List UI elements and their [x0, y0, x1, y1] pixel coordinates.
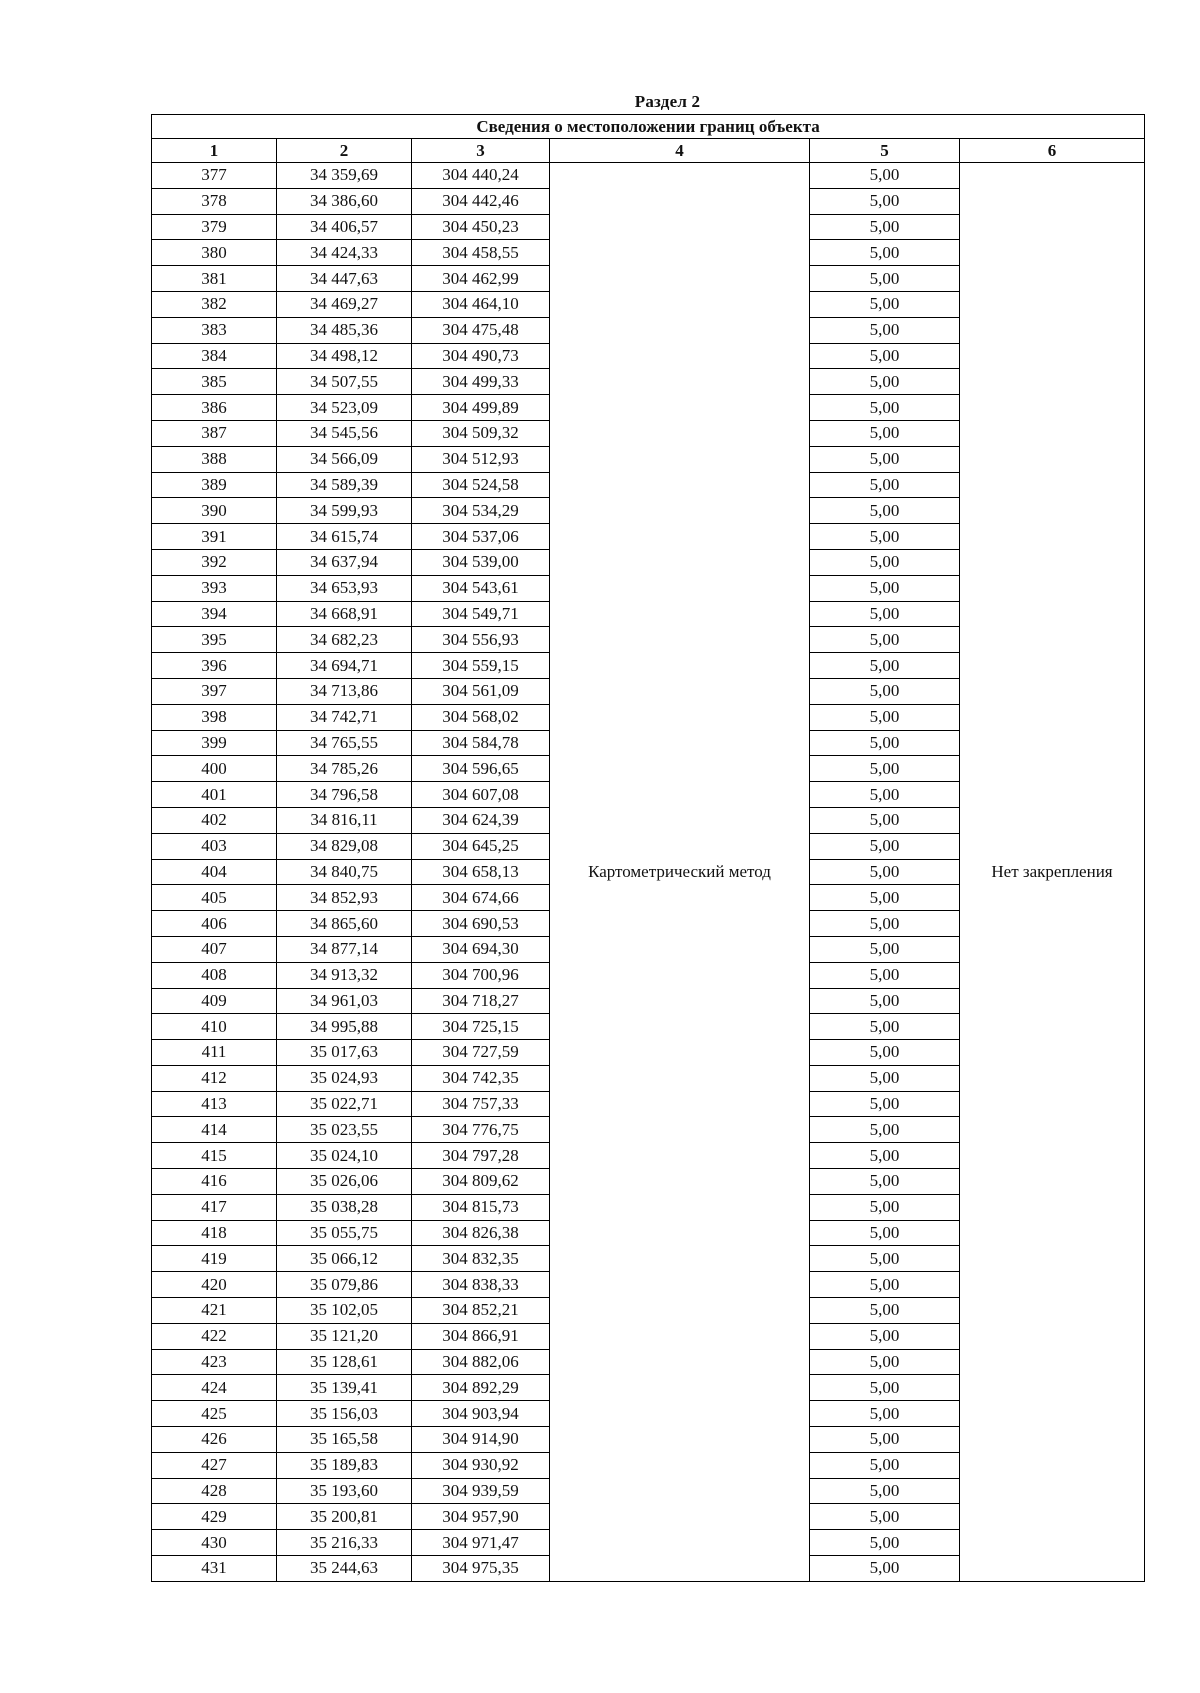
coordinate-y-cell: 304 690,53 — [412, 911, 550, 937]
coordinate-x-cell: 34 406,57 — [277, 214, 412, 240]
coordinate-y-cell: 304 742,35 — [412, 1065, 550, 1091]
accuracy-cell: 5,00 — [810, 343, 960, 369]
coordinate-x-cell: 35 022,71 — [277, 1091, 412, 1117]
coordinate-x-cell: 34 589,39 — [277, 472, 412, 498]
coordinate-x-cell: 35 139,41 — [277, 1375, 412, 1401]
accuracy-cell: 5,00 — [810, 678, 960, 704]
coordinate-y-cell: 304 537,06 — [412, 524, 550, 550]
point-number-cell: 413 — [152, 1091, 277, 1117]
point-number-cell: 425 — [152, 1401, 277, 1427]
coordinate-x-cell: 34 694,71 — [277, 653, 412, 679]
point-number-cell: 394 — [152, 601, 277, 627]
coordinate-y-cell: 304 939,59 — [412, 1478, 550, 1504]
accuracy-cell: 5,00 — [810, 498, 960, 524]
point-number-cell: 381 — [152, 266, 277, 292]
coordinate-y-cell: 304 971,47 — [412, 1530, 550, 1556]
accuracy-cell: 5,00 — [810, 240, 960, 266]
coordinate-x-cell: 35 024,93 — [277, 1065, 412, 1091]
coordinate-x-cell: 35 128,61 — [277, 1349, 412, 1375]
accuracy-cell: 5,00 — [810, 1556, 960, 1582]
point-number-cell: 421 — [152, 1298, 277, 1324]
coordinate-y-cell: 304 826,38 — [412, 1220, 550, 1246]
coordinate-y-cell: 304 815,73 — [412, 1194, 550, 1220]
point-number-cell: 403 — [152, 833, 277, 859]
coordinate-y-cell: 304 442,46 — [412, 188, 550, 214]
point-number-cell: 427 — [152, 1452, 277, 1478]
accuracy-cell: 5,00 — [810, 653, 960, 679]
point-number-cell: 429 — [152, 1504, 277, 1530]
coordinate-y-cell: 304 852,21 — [412, 1298, 550, 1324]
coordinate-x-cell: 35 023,55 — [277, 1117, 412, 1143]
coordinate-y-cell: 304 797,28 — [412, 1143, 550, 1169]
coordinate-x-cell: 34 913,32 — [277, 962, 412, 988]
accuracy-cell: 5,00 — [810, 317, 960, 343]
point-number-cell: 396 — [152, 653, 277, 679]
point-number-cell: 384 — [152, 343, 277, 369]
coordinate-y-cell: 304 475,48 — [412, 317, 550, 343]
accuracy-cell: 5,00 — [810, 575, 960, 601]
point-number-cell: 390 — [152, 498, 277, 524]
accuracy-cell: 5,00 — [810, 188, 960, 214]
point-number-cell: 417 — [152, 1194, 277, 1220]
point-number-cell: 383 — [152, 317, 277, 343]
coordinate-y-cell: 304 534,29 — [412, 498, 550, 524]
accuracy-cell: 5,00 — [810, 1220, 960, 1246]
accuracy-cell: 5,00 — [810, 1117, 960, 1143]
point-number-cell: 410 — [152, 1014, 277, 1040]
point-number-cell: 409 — [152, 988, 277, 1014]
column-header: 4 — [550, 139, 810, 163]
point-number-cell: 416 — [152, 1169, 277, 1195]
point-number-cell: 422 — [152, 1323, 277, 1349]
table-title: Сведения о местоположении границ объекта — [152, 115, 1145, 139]
coordinate-y-cell: 304 694,30 — [412, 936, 550, 962]
coordinate-x-cell: 35 121,20 — [277, 1323, 412, 1349]
coordinate-y-cell: 304 882,06 — [412, 1349, 550, 1375]
accuracy-cell: 5,00 — [810, 1504, 960, 1530]
coordinate-x-cell: 34 765,55 — [277, 730, 412, 756]
coordinate-x-cell: 34 713,86 — [277, 678, 412, 704]
table-body — [152, 163, 1145, 1582]
accuracy-cell: 5,00 — [810, 1014, 960, 1040]
accuracy-cell: 5,00 — [810, 472, 960, 498]
accuracy-cell: 5,00 — [810, 1065, 960, 1091]
point-number-cell: 401 — [152, 782, 277, 808]
accuracy-cell: 5,00 — [810, 1194, 960, 1220]
coordinate-y-cell: 304 556,93 — [412, 627, 550, 653]
accuracy-cell: 5,00 — [810, 163, 960, 189]
column-header: 1 — [152, 139, 277, 163]
coordinate-x-cell: 35 165,58 — [277, 1427, 412, 1453]
coordinate-x-cell: 34 829,08 — [277, 833, 412, 859]
coordinate-x-cell: 35 026,06 — [277, 1169, 412, 1195]
coordinate-y-cell: 304 596,65 — [412, 756, 550, 782]
accuracy-cell: 5,00 — [810, 756, 960, 782]
coordinate-y-cell: 304 809,62 — [412, 1169, 550, 1195]
coordinate-x-cell: 34 668,91 — [277, 601, 412, 627]
point-number-cell: 385 — [152, 369, 277, 395]
point-number-cell: 380 — [152, 240, 277, 266]
accuracy-cell: 5,00 — [810, 627, 960, 653]
coordinate-x-cell: 35 193,60 — [277, 1478, 412, 1504]
coordinate-x-cell: 35 244,63 — [277, 1556, 412, 1582]
accuracy-cell: 5,00 — [810, 395, 960, 421]
coordinate-y-cell: 304 524,58 — [412, 472, 550, 498]
point-number-cell: 400 — [152, 756, 277, 782]
coordinate-x-cell: 35 055,75 — [277, 1220, 412, 1246]
accuracy-cell: 5,00 — [810, 601, 960, 627]
accuracy-cell: 5,00 — [810, 833, 960, 859]
point-number-cell: 419 — [152, 1246, 277, 1272]
accuracy-cell: 5,00 — [810, 214, 960, 240]
point-number-cell: 414 — [152, 1117, 277, 1143]
coordinate-y-cell: 304 458,55 — [412, 240, 550, 266]
point-number-cell: 426 — [152, 1427, 277, 1453]
point-number-cell: 399 — [152, 730, 277, 756]
accuracy-cell: 5,00 — [810, 807, 960, 833]
point-number-cell: 420 — [152, 1272, 277, 1298]
coordinate-y-cell: 304 462,99 — [412, 266, 550, 292]
point-number-cell: 393 — [152, 575, 277, 601]
accuracy-cell: 5,00 — [810, 988, 960, 1014]
coordinate-y-cell: 304 700,96 — [412, 962, 550, 988]
coordinate-y-cell: 304 561,09 — [412, 678, 550, 704]
coordinate-x-cell: 34 359,69 — [277, 163, 412, 189]
fixing-cell: Нет закрепления — [960, 163, 1145, 1582]
point-number-cell: 404 — [152, 859, 277, 885]
accuracy-cell: 5,00 — [810, 266, 960, 292]
accuracy-cell: 5,00 — [810, 1401, 960, 1427]
accuracy-cell: 5,00 — [810, 1530, 960, 1556]
coordinate-y-cell: 304 727,59 — [412, 1040, 550, 1066]
accuracy-cell: 5,00 — [810, 1349, 960, 1375]
coordinate-x-cell: 34 995,88 — [277, 1014, 412, 1040]
coordinate-x-cell: 34 961,03 — [277, 988, 412, 1014]
coordinate-x-cell: 34 653,93 — [277, 575, 412, 601]
coordinate-x-cell: 35 017,63 — [277, 1040, 412, 1066]
point-number-cell: 382 — [152, 291, 277, 317]
coordinate-x-cell: 35 038,28 — [277, 1194, 412, 1220]
point-number-cell: 389 — [152, 472, 277, 498]
column-header: 6 — [960, 139, 1145, 163]
point-number-cell: 398 — [152, 704, 277, 730]
coordinate-y-cell: 304 499,89 — [412, 395, 550, 421]
coordinate-y-cell: 304 914,90 — [412, 1427, 550, 1453]
coordinate-y-cell: 304 866,91 — [412, 1323, 550, 1349]
coordinate-x-cell: 35 024,10 — [277, 1143, 412, 1169]
accuracy-cell: 5,00 — [810, 1375, 960, 1401]
column-header: 3 — [412, 139, 550, 163]
coordinate-y-cell: 304 930,92 — [412, 1452, 550, 1478]
coordinate-x-cell: 34 498,12 — [277, 343, 412, 369]
accuracy-cell: 5,00 — [810, 911, 960, 937]
coordinate-y-cell: 304 645,25 — [412, 833, 550, 859]
coordinate-x-cell: 35 102,05 — [277, 1298, 412, 1324]
method-cell: Картометрический метод — [550, 163, 810, 1582]
coordinate-y-cell: 304 509,32 — [412, 420, 550, 446]
coordinate-x-cell: 34 840,75 — [277, 859, 412, 885]
accuracy-cell: 5,00 — [810, 859, 960, 885]
point-number-cell: 388 — [152, 446, 277, 472]
point-number-cell: 391 — [152, 524, 277, 550]
point-number-cell: 430 — [152, 1530, 277, 1556]
coordinate-x-cell: 34 796,58 — [277, 782, 412, 808]
column-header: 2 — [277, 139, 412, 163]
coordinate-x-cell: 34 424,33 — [277, 240, 412, 266]
point-number-cell: 402 — [152, 807, 277, 833]
coordinate-x-cell: 34 615,74 — [277, 524, 412, 550]
point-number-cell: 412 — [152, 1065, 277, 1091]
coordinate-x-cell: 35 066,12 — [277, 1246, 412, 1272]
accuracy-cell: 5,00 — [810, 936, 960, 962]
coordinate-y-cell: 304 658,13 — [412, 859, 550, 885]
accuracy-cell: 5,00 — [810, 704, 960, 730]
coordinate-x-cell: 34 852,93 — [277, 885, 412, 911]
coordinate-y-cell: 304 543,61 — [412, 575, 550, 601]
accuracy-cell: 5,00 — [810, 1040, 960, 1066]
coordinate-x-cell: 34 865,60 — [277, 911, 412, 937]
coordinate-x-cell: 34 637,94 — [277, 549, 412, 575]
coordinate-y-cell: 304 559,15 — [412, 653, 550, 679]
accuracy-cell: 5,00 — [810, 962, 960, 988]
coordinate-y-cell: 304 607,08 — [412, 782, 550, 808]
point-number-cell: 406 — [152, 911, 277, 937]
accuracy-cell: 5,00 — [810, 420, 960, 446]
coordinate-x-cell: 35 216,33 — [277, 1530, 412, 1556]
point-number-cell: 395 — [152, 627, 277, 653]
coordinate-x-cell: 34 386,60 — [277, 188, 412, 214]
coordinate-y-cell: 304 568,02 — [412, 704, 550, 730]
accuracy-cell: 5,00 — [810, 1323, 960, 1349]
coordinate-y-cell: 304 718,27 — [412, 988, 550, 1014]
point-number-cell: 415 — [152, 1143, 277, 1169]
point-number-cell: 423 — [152, 1349, 277, 1375]
coordinate-x-cell: 34 523,09 — [277, 395, 412, 421]
coordinate-x-cell: 34 485,36 — [277, 317, 412, 343]
point-number-cell: 405 — [152, 885, 277, 911]
coordinate-y-cell: 304 464,10 — [412, 291, 550, 317]
coordinate-x-cell: 34 682,23 — [277, 627, 412, 653]
accuracy-cell: 5,00 — [810, 1169, 960, 1195]
point-number-cell: 377 — [152, 163, 277, 189]
accuracy-cell: 5,00 — [810, 291, 960, 317]
accuracy-cell: 5,00 — [810, 1143, 960, 1169]
coordinate-x-cell: 34 447,63 — [277, 266, 412, 292]
accuracy-cell: 5,00 — [810, 446, 960, 472]
accuracy-cell: 5,00 — [810, 885, 960, 911]
point-number-cell: 397 — [152, 678, 277, 704]
section-title: Раздел 2 — [634, 92, 701, 111]
accuracy-cell: 5,00 — [810, 524, 960, 550]
accuracy-cell: 5,00 — [810, 1091, 960, 1117]
boundary-table — [151, 114, 1145, 1582]
point-number-cell: 386 — [152, 395, 277, 421]
coordinate-y-cell: 304 450,23 — [412, 214, 550, 240]
coordinate-x-cell: 34 877,14 — [277, 936, 412, 962]
coordinate-y-cell: 304 903,94 — [412, 1401, 550, 1427]
accuracy-cell: 5,00 — [810, 369, 960, 395]
coordinate-x-cell: 34 507,55 — [277, 369, 412, 395]
point-number-cell: 378 — [152, 188, 277, 214]
point-number-cell: 387 — [152, 420, 277, 446]
coordinate-x-cell: 35 079,86 — [277, 1272, 412, 1298]
point-number-cell: 424 — [152, 1375, 277, 1401]
coordinate-x-cell: 35 200,81 — [277, 1504, 412, 1530]
coordinate-x-cell: 34 785,26 — [277, 756, 412, 782]
accuracy-cell: 5,00 — [810, 730, 960, 756]
coordinate-y-cell: 304 757,33 — [412, 1091, 550, 1117]
coordinate-y-cell: 304 892,29 — [412, 1375, 550, 1401]
coordinate-x-cell: 34 816,11 — [277, 807, 412, 833]
coordinate-y-cell: 304 957,90 — [412, 1504, 550, 1530]
point-number-cell: 428 — [152, 1478, 277, 1504]
accuracy-cell: 5,00 — [810, 1298, 960, 1324]
coordinate-y-cell: 304 624,39 — [412, 807, 550, 833]
point-number-cell: 431 — [152, 1556, 277, 1582]
coordinate-x-cell: 34 545,56 — [277, 420, 412, 446]
coordinate-y-cell: 304 440,24 — [412, 163, 550, 189]
coordinate-y-cell: 304 539,00 — [412, 549, 550, 575]
accuracy-cell: 5,00 — [810, 1452, 960, 1478]
coordinate-y-cell: 304 499,33 — [412, 369, 550, 395]
accuracy-cell: 5,00 — [810, 1272, 960, 1298]
accuracy-cell: 5,00 — [810, 782, 960, 808]
point-number-cell: 392 — [152, 549, 277, 575]
accuracy-cell: 5,00 — [810, 1246, 960, 1272]
point-number-cell: 407 — [152, 936, 277, 962]
coordinate-x-cell: 34 566,09 — [277, 446, 412, 472]
coordinate-y-cell: 304 838,33 — [412, 1272, 550, 1298]
point-number-cell: 379 — [152, 214, 277, 240]
coordinate-x-cell: 35 189,83 — [277, 1452, 412, 1478]
accuracy-cell: 5,00 — [810, 1427, 960, 1453]
coordinate-y-cell: 304 674,66 — [412, 885, 550, 911]
coordinate-y-cell: 304 512,93 — [412, 446, 550, 472]
accuracy-cell: 5,00 — [810, 1478, 960, 1504]
point-number-cell: 418 — [152, 1220, 277, 1246]
point-number-cell: 408 — [152, 962, 277, 988]
point-number-cell: 411 — [152, 1040, 277, 1066]
column-header: 5 — [810, 139, 960, 163]
accuracy-cell: 5,00 — [810, 549, 960, 575]
coordinate-y-cell: 304 776,75 — [412, 1117, 550, 1143]
coordinate-x-cell: 34 742,71 — [277, 704, 412, 730]
coordinate-y-cell: 304 584,78 — [412, 730, 550, 756]
coordinate-y-cell: 304 975,35 — [412, 1556, 550, 1582]
coordinate-y-cell: 304 832,35 — [412, 1246, 550, 1272]
table-row — [152, 163, 1145, 189]
coordinate-y-cell: 304 549,71 — [412, 601, 550, 627]
coordinate-y-cell: 304 725,15 — [412, 1014, 550, 1040]
coordinate-x-cell: 34 469,27 — [277, 291, 412, 317]
coordinate-x-cell: 35 156,03 — [277, 1401, 412, 1427]
coordinate-x-cell: 34 599,93 — [277, 498, 412, 524]
coordinate-y-cell: 304 490,73 — [412, 343, 550, 369]
